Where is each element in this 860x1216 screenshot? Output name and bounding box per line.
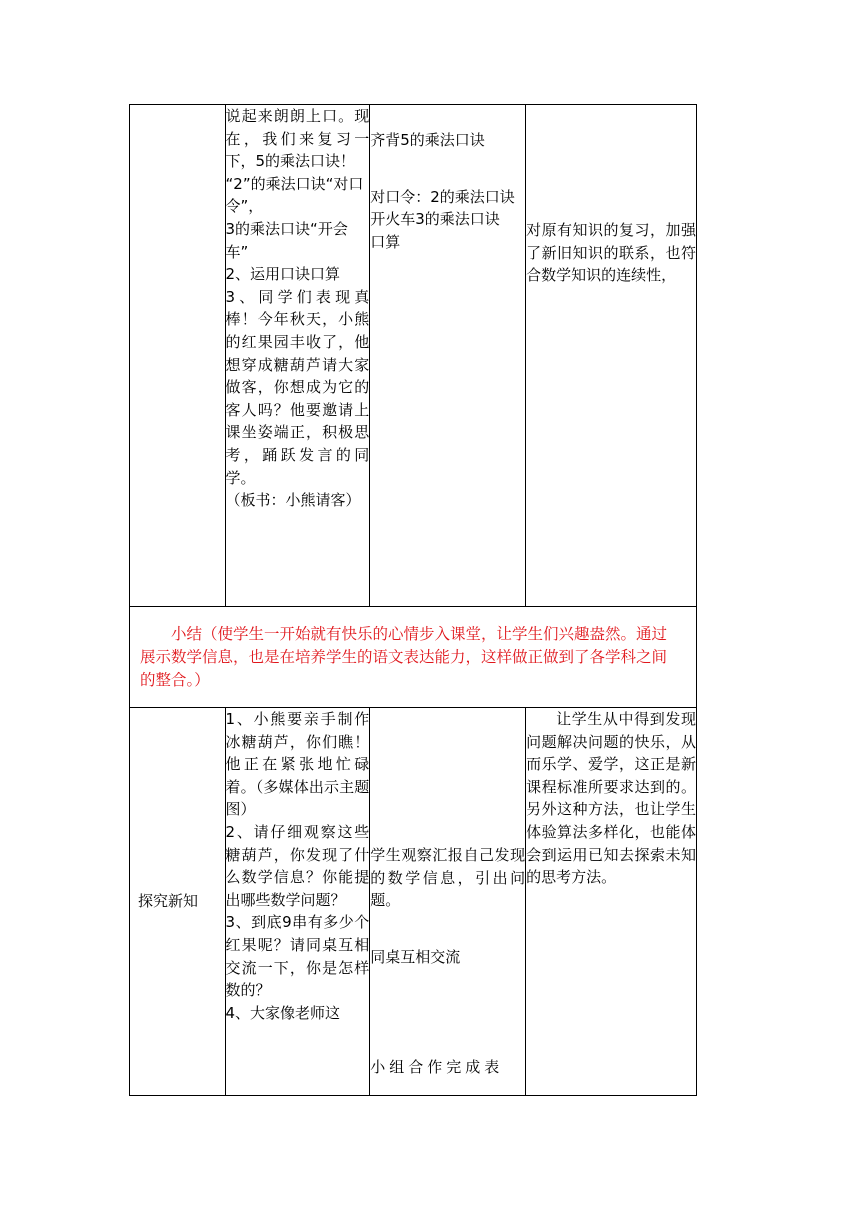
teacher-activity-cell xyxy=(225,708,370,1096)
teacher-line: 2、请仔细观察这些糖葫芦，你发现了什么数学信息？你能提出哪些数学问题？ xyxy=(225,822,370,909)
teacher-line: 3的乘法口诀“开会车” xyxy=(225,219,348,261)
teacher-line: 4、大家像老师这 xyxy=(225,1003,341,1022)
teacher-activity-cell xyxy=(225,105,370,607)
teacher-line: “2”的乘法口诀“对口令”， xyxy=(225,174,364,216)
student-line: 齐背5的乘法口诀 xyxy=(370,131,485,149)
student-line: 学生观察汇报自己发现的数学信息，引出问题。 xyxy=(370,846,526,910)
teacher-line: 1、小熊要亲手制作冰糖葫芦，你们瞧！他正在紧张地忙碌着。（多媒体出示主题图） xyxy=(225,710,370,819)
student-line: 小组合作完成表 xyxy=(370,1058,504,1077)
stage-cell xyxy=(130,708,226,1096)
teacher-line: （板书：小熊请客） xyxy=(225,491,361,510)
design-intent-text: 让学生从中得到发现问题解决问题的快乐，从而乐学、爱学，这正是新课程标准所要求达到的。另外这种方法，也让学生体验算法多样化，也能体会到运用已知去探索未知的思考方法。 xyxy=(526,710,696,887)
stage-cell xyxy=(130,105,226,607)
student-line: 同桌互相交流 xyxy=(370,947,461,966)
summary-cell xyxy=(130,607,697,708)
design-intent-cell xyxy=(526,708,697,1096)
lesson-plan-table xyxy=(129,104,697,1096)
teacher-line: 3、到底9串有多少个红果呢？请同桌互相交流一下，你是怎样数的？ xyxy=(225,913,370,1000)
table-row-summary xyxy=(130,607,697,708)
student-line: 开火车3的乘法口诀 xyxy=(370,210,500,229)
student-line: 口算 xyxy=(370,232,401,251)
teacher-line: 说起来朗朗上口。现在，我们来复习一下，5的乘法口诀！ xyxy=(225,107,370,171)
summary-text: 小结（使学生一开始就有快乐的心情步入课堂，让学生们兴趣盎然。通过展示数学信息，也是在培养学生的语文表达能力，这样做正做到了各学科之间的整合。） xyxy=(140,625,668,689)
design-intent-text: 对原有知识的复习，加强了新旧知识的联系，也符合数学知识的连续性， xyxy=(526,221,696,285)
table-row-review xyxy=(130,105,697,607)
table-row-explore xyxy=(130,708,697,1096)
student-activity-cell xyxy=(370,708,526,1096)
student-activity-cell xyxy=(370,105,526,607)
teacher-line: 2、运用口诀口算 xyxy=(225,265,341,284)
teacher-line: 3、同学们表现真棒！今年秋天，小熊的红果园丰收了，他想穿成糖葫芦请大家做客，你想成为它的客人吗？他要邀请上课坐姿端正，积极思考，踊跃发言的同学。 xyxy=(225,287,370,487)
design-intent-cell xyxy=(526,105,697,607)
stage-label: 探究新知 xyxy=(138,892,199,911)
student-line: 对口令：2的乘法口诀 xyxy=(370,187,515,206)
